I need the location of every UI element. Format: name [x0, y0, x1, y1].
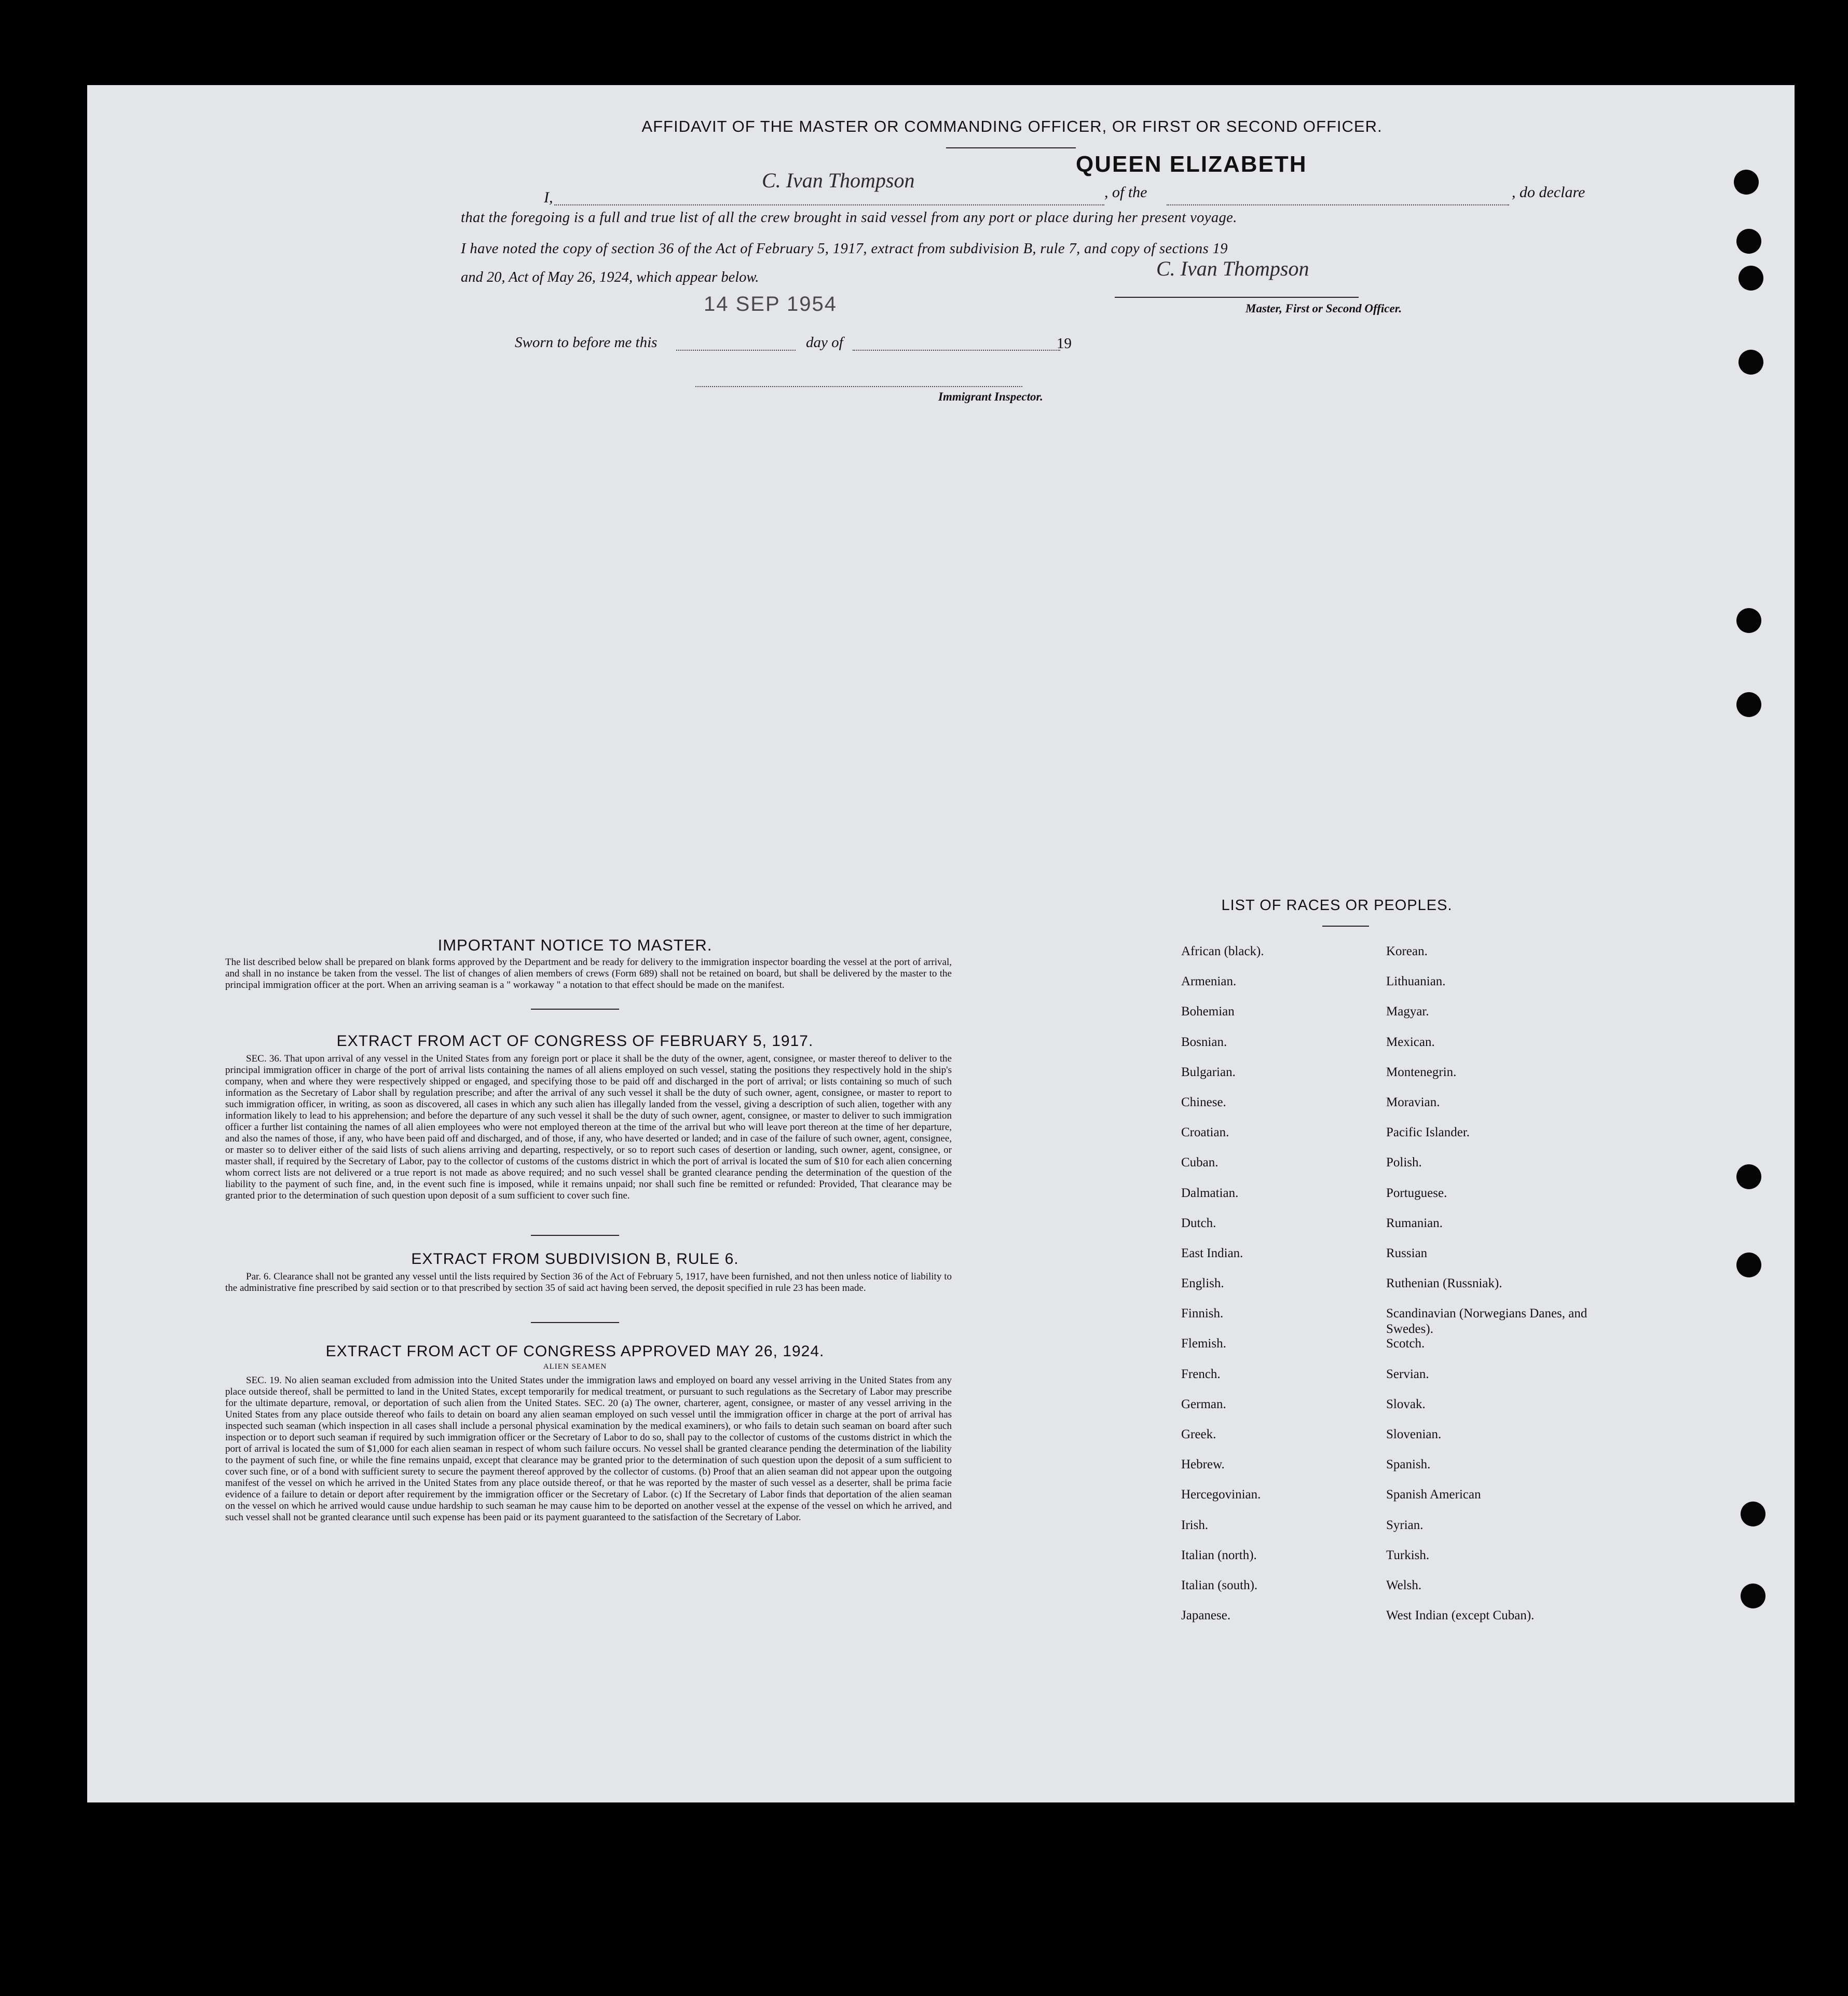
races-left-column — [1181, 944, 1378, 1638]
of-the-label: , of the — [1104, 184, 1147, 201]
affidavit-line-2: that the foregoing is a full and true list of all the crew brought in said vessel from any port or place during her present voyage. — [461, 210, 1237, 226]
binder-hole — [1734, 170, 1759, 195]
race-item: Japanese. — [1181, 1608, 1231, 1623]
sworn-year-label: 19 — [1057, 335, 1072, 352]
race-item: Italian (south). — [1181, 1578, 1258, 1592]
races-title: LIST OF RACES OR PEOPLES. — [1221, 897, 1453, 914]
race-item: Chinese. — [1181, 1095, 1226, 1109]
extract-1917-body: SEC. 36. That upon arrival of any vessel in the United States from any foreign port or place it shall be the duty of the owner, agent, consignee, or master thereof to deliver to the principal immigration officer in charge of the port of arrival lists containing the names of all aliens employed on such vessel, stating the positions they respectively hold in the ship's company, when and where they were respectively shipped or engaged, and specifying those to be paid off and discharged in the port of arrival; or lists containing so much of such information as the Secretary of Labor shall by regulation prescribe; and after the arrival of any such vessel it shall be the duty of such owner, agent, consignee, or master to report to such immigration officer, in writing, as soon as discovered, all cases in which any such alien has illegally landed from the vessel, giving a description of such alien, together with any information likely to lead to his apprehension; and before the departure of any such vessel it shall be the duty of such owner, agent, consignee, or master to deliver to such immigration officer a further list containing the names of all alien employees who were not employed thereon at the time of the arrival but who will leave port thereon at the time of her departure, and also the names of those, if any, who have been paid off and discharged, and of those, if any, who have deserted or landed; and in case of the failure of such owner, agent, consignee, or master so to deliver either of the said lists of such aliens arriving and departing, respectively, or so to report such cases of desertion or landing, such owner, agent, consignee, or master shall, if required by the Secretary of Labor, pay to the collector of customs of the customs district in which the port of arrival is located the sum of $10 for each alien concerning whom correct lists are not delivered or a true report is not made as above required; and no such vessel shall be granted clearance pending the determination of the question of the liability to the payment of such fine, and, in the event such fine is imposed, while it remains unpaid; nor shall such fine be remitted or refunded: Provided, That clearance may be granted prior to the determination of such question upon deposit of a sum sufficient to cover such fine. — [225, 1053, 952, 1201]
date-stamp: 14 SEP 1954 — [704, 293, 838, 315]
race-item: Magyar. — [1386, 1004, 1429, 1019]
races-divider — [1322, 926, 1369, 927]
vessel-name-stamp: QUEEN ELIZABETH — [1076, 152, 1307, 177]
race-item: Croatian. — [1181, 1125, 1229, 1140]
extract-1924-title: EXTRACT FROM ACT OF CONGRESS APPROVED MAY 26, 1924. — [325, 1343, 825, 1360]
race-item: African (black). — [1181, 944, 1264, 958]
affidavit-title: AFFIDAVIT OF THE MASTER OR COMMANDING OFFICER, OR FIRST OR SECOND OFFICER. — [641, 117, 1382, 135]
affidavit-i-label: I, — [544, 189, 553, 206]
document-page — [87, 85, 1795, 1802]
race-item: West Indian (except Cuban). — [1386, 1608, 1535, 1623]
race-item: Mexican. — [1386, 1035, 1435, 1049]
race-item: Cuban. — [1181, 1155, 1219, 1170]
officer-signature-line — [1115, 297, 1359, 298]
race-item: East Indian. — [1181, 1246, 1243, 1260]
inspector-signature-line — [695, 386, 1022, 387]
sworn-day-line — [676, 350, 796, 351]
race-item: Dutch. — [1181, 1216, 1216, 1230]
subdivision-b-body: Par. 6. Clearance shall not be granted any vessel until the lists required by Section 36 of the Act of February 5, 1917, have been furnished, and not then unless notice of liability to the administrative fine prescribed by said section or to that prescribed by section 35 of said act having been served, the deposit specified in rule 23 has been made. — [225, 1271, 952, 1293]
binder-hole — [1739, 350, 1763, 375]
race-item: Scotch. — [1386, 1337, 1425, 1351]
race-item: German. — [1181, 1397, 1226, 1411]
sworn-month-line — [853, 350, 1060, 351]
race-item: Greek. — [1181, 1427, 1216, 1441]
race-item: English. — [1181, 1276, 1224, 1291]
race-item: Armenian. — [1181, 974, 1237, 989]
notice-body: The list described below shall be prepared on blank forms approved by the Department and be ready for delivery to the immigration inspector boarding the vessel at the port of arrival, and shall in no instance be taken from the vessel. The list of changes of alien members of crews (Form 689) shall not be retained on board, but shall be delivered by the master to the principal immigration officer at the port. When an arriving seaman is a " workaway " a notation to that effect should be made on the manifest. — [225, 957, 952, 990]
race-item: Italian (north). — [1181, 1548, 1257, 1562]
binder-hole — [1736, 1164, 1761, 1189]
race-item: Irish. — [1181, 1518, 1209, 1532]
race-item: Slovak. — [1386, 1397, 1426, 1411]
race-item: Finnish. — [1181, 1306, 1224, 1321]
do-declare-label: , do declare — [1512, 184, 1585, 201]
subdivision-b-title: EXTRACT FROM SUBDIVISION B, RULE 6. — [411, 1250, 739, 1268]
race-item: Ruthenian (Russniak). — [1386, 1276, 1502, 1291]
binder-hole — [1736, 1252, 1761, 1277]
race-item: Syrian. — [1386, 1518, 1423, 1532]
race-item: Bohemian — [1181, 1004, 1235, 1019]
binder-hole — [1741, 1584, 1765, 1608]
name-line — [554, 204, 1104, 205]
race-item: Spanish. — [1386, 1457, 1431, 1472]
race-item: Portuguese. — [1386, 1186, 1447, 1200]
extract-1917-title: EXTRACT FROM ACT OF CONGRESS OF FEBRUARY 5, 1917. — [336, 1033, 814, 1050]
vessel-line — [1167, 204, 1509, 205]
officer-signature: C. Ivan Thompson — [1156, 257, 1309, 280]
race-item: Welsh. — [1386, 1578, 1422, 1592]
race-item: Montenegrin. — [1386, 1065, 1457, 1079]
inspector-caption: Immigrant Inspector. — [938, 390, 1043, 403]
race-item: Hebrew. — [1181, 1457, 1225, 1472]
extract-1924-body: SEC. 19. No alien seaman excluded from admission into the United States under the immigration laws and employed on board any vessel arriving in the United States from any place outside thereof, shall be permitted to land in the United States, except temporarily for medical treatment, or pursuant to such regulations as the Secretary of Labor may prescribe for the ultimate departure, removal, or deportation of such alien from the United States. SEC. 20 (a) The owner, charterer, agent, consignee, or master of any vessel arriving in the United States from any place outside thereof who fails to detain on board any alien seaman employed on such vessel until the immigration officer in charge at the port of arrival has inspected such seaman (which inspection in all cases shall include a personal physical examination by the medical examiners), or who fails to detain such seaman on board after such inspection or to deport such seaman if required by such immigration officer or the Secretary of Labor to do so, shall pay to the collector of customs of the customs district in which the port of arrival is located the sum of $1,000 for each alien seaman in respect of whom such failure occurs. No vessel shall be granted clearance pending the determination of the liability to the payment of such fine, or while the fine remains unpaid, except that clearance may be granted prior to the determination of such question upon the deposit of a sum sufficient to cover such fine, or of a bond with sufficient surety to secure the payment thereof approved by the collector of customs. (b) Proof that an alien seaman did not appear upon the outgoing manifest of the vessel on which he arrived in the United States from any place outside thereof, or that he was reported by the master of such vessel as a deserter, shall be prima facie evidence of a failure to detain or deport after requirement by the immigration officer or the Secretary of Labor. (c) If the Secretary of Labor finds that deportation of the alien seaman on the vessel on which he arrived would cause undue hardship to such seaman he may cause him to be deported on another vessel at the expense of the vessel on which he arrived, and such vessel shall not be granted clearance until such expense has been paid or its payment guaranteed to the satisfaction of the Secretary of Labor. — [225, 1375, 952, 1523]
binder-hole — [1739, 266, 1763, 291]
title-underline — [946, 147, 1076, 148]
race-item: Hercegovinian. — [1181, 1488, 1261, 1502]
master-name-signature: C. Ivan Thompson — [762, 169, 915, 192]
race-item: Pacific Islander. — [1386, 1125, 1470, 1140]
race-item: Slovenian. — [1386, 1427, 1442, 1441]
notice-divider — [531, 1009, 619, 1010]
subdivision-b-divider — [531, 1322, 619, 1323]
extract-1917-divider — [531, 1235, 619, 1236]
race-item: Korean. — [1386, 944, 1428, 958]
race-item: Moravian. — [1386, 1095, 1440, 1109]
race-item: Flemish. — [1181, 1337, 1226, 1351]
extract-1924-subtitle: ALIEN SEAMEN — [543, 1362, 607, 1371]
notice-title: IMPORTANT NOTICE TO MASTER. — [437, 936, 713, 954]
sworn-day-label: day of — [806, 334, 843, 351]
race-item: Lithuanian. — [1386, 974, 1446, 989]
race-item: Dalmatian. — [1181, 1186, 1239, 1200]
race-item: Spanish American — [1386, 1488, 1481, 1502]
affidavit-line-3: I have noted the copy of section 36 of the Act of February 5, 1917, extract from subdivision B, rule 7, and copy of sections 19 — [461, 241, 1228, 257]
binder-hole — [1736, 692, 1761, 717]
binder-hole — [1736, 229, 1761, 254]
officer-caption: Master, First or Second Officer. — [1245, 302, 1402, 315]
race-item: Scandinavian (Norwegians Danes, and Swedes). — [1386, 1306, 1587, 1337]
race-item: Servian. — [1386, 1367, 1429, 1381]
race-item: Polish. — [1386, 1155, 1422, 1170]
binder-hole — [1741, 1502, 1765, 1526]
race-item: Bosnian. — [1181, 1035, 1227, 1049]
sworn-prefix: Sworn to before me this — [515, 334, 658, 351]
race-item: Rumanian. — [1386, 1216, 1443, 1230]
race-item: Turkish. — [1386, 1548, 1430, 1562]
races-right-column — [1386, 944, 1604, 1638]
binder-hole — [1736, 608, 1761, 633]
race-item: French. — [1181, 1367, 1221, 1381]
race-item: Bulgarian. — [1181, 1065, 1236, 1079]
affidavit-line-4: and 20, Act of May 26, 1924, which appear below. — [461, 269, 759, 285]
race-item: Russian — [1386, 1246, 1428, 1260]
